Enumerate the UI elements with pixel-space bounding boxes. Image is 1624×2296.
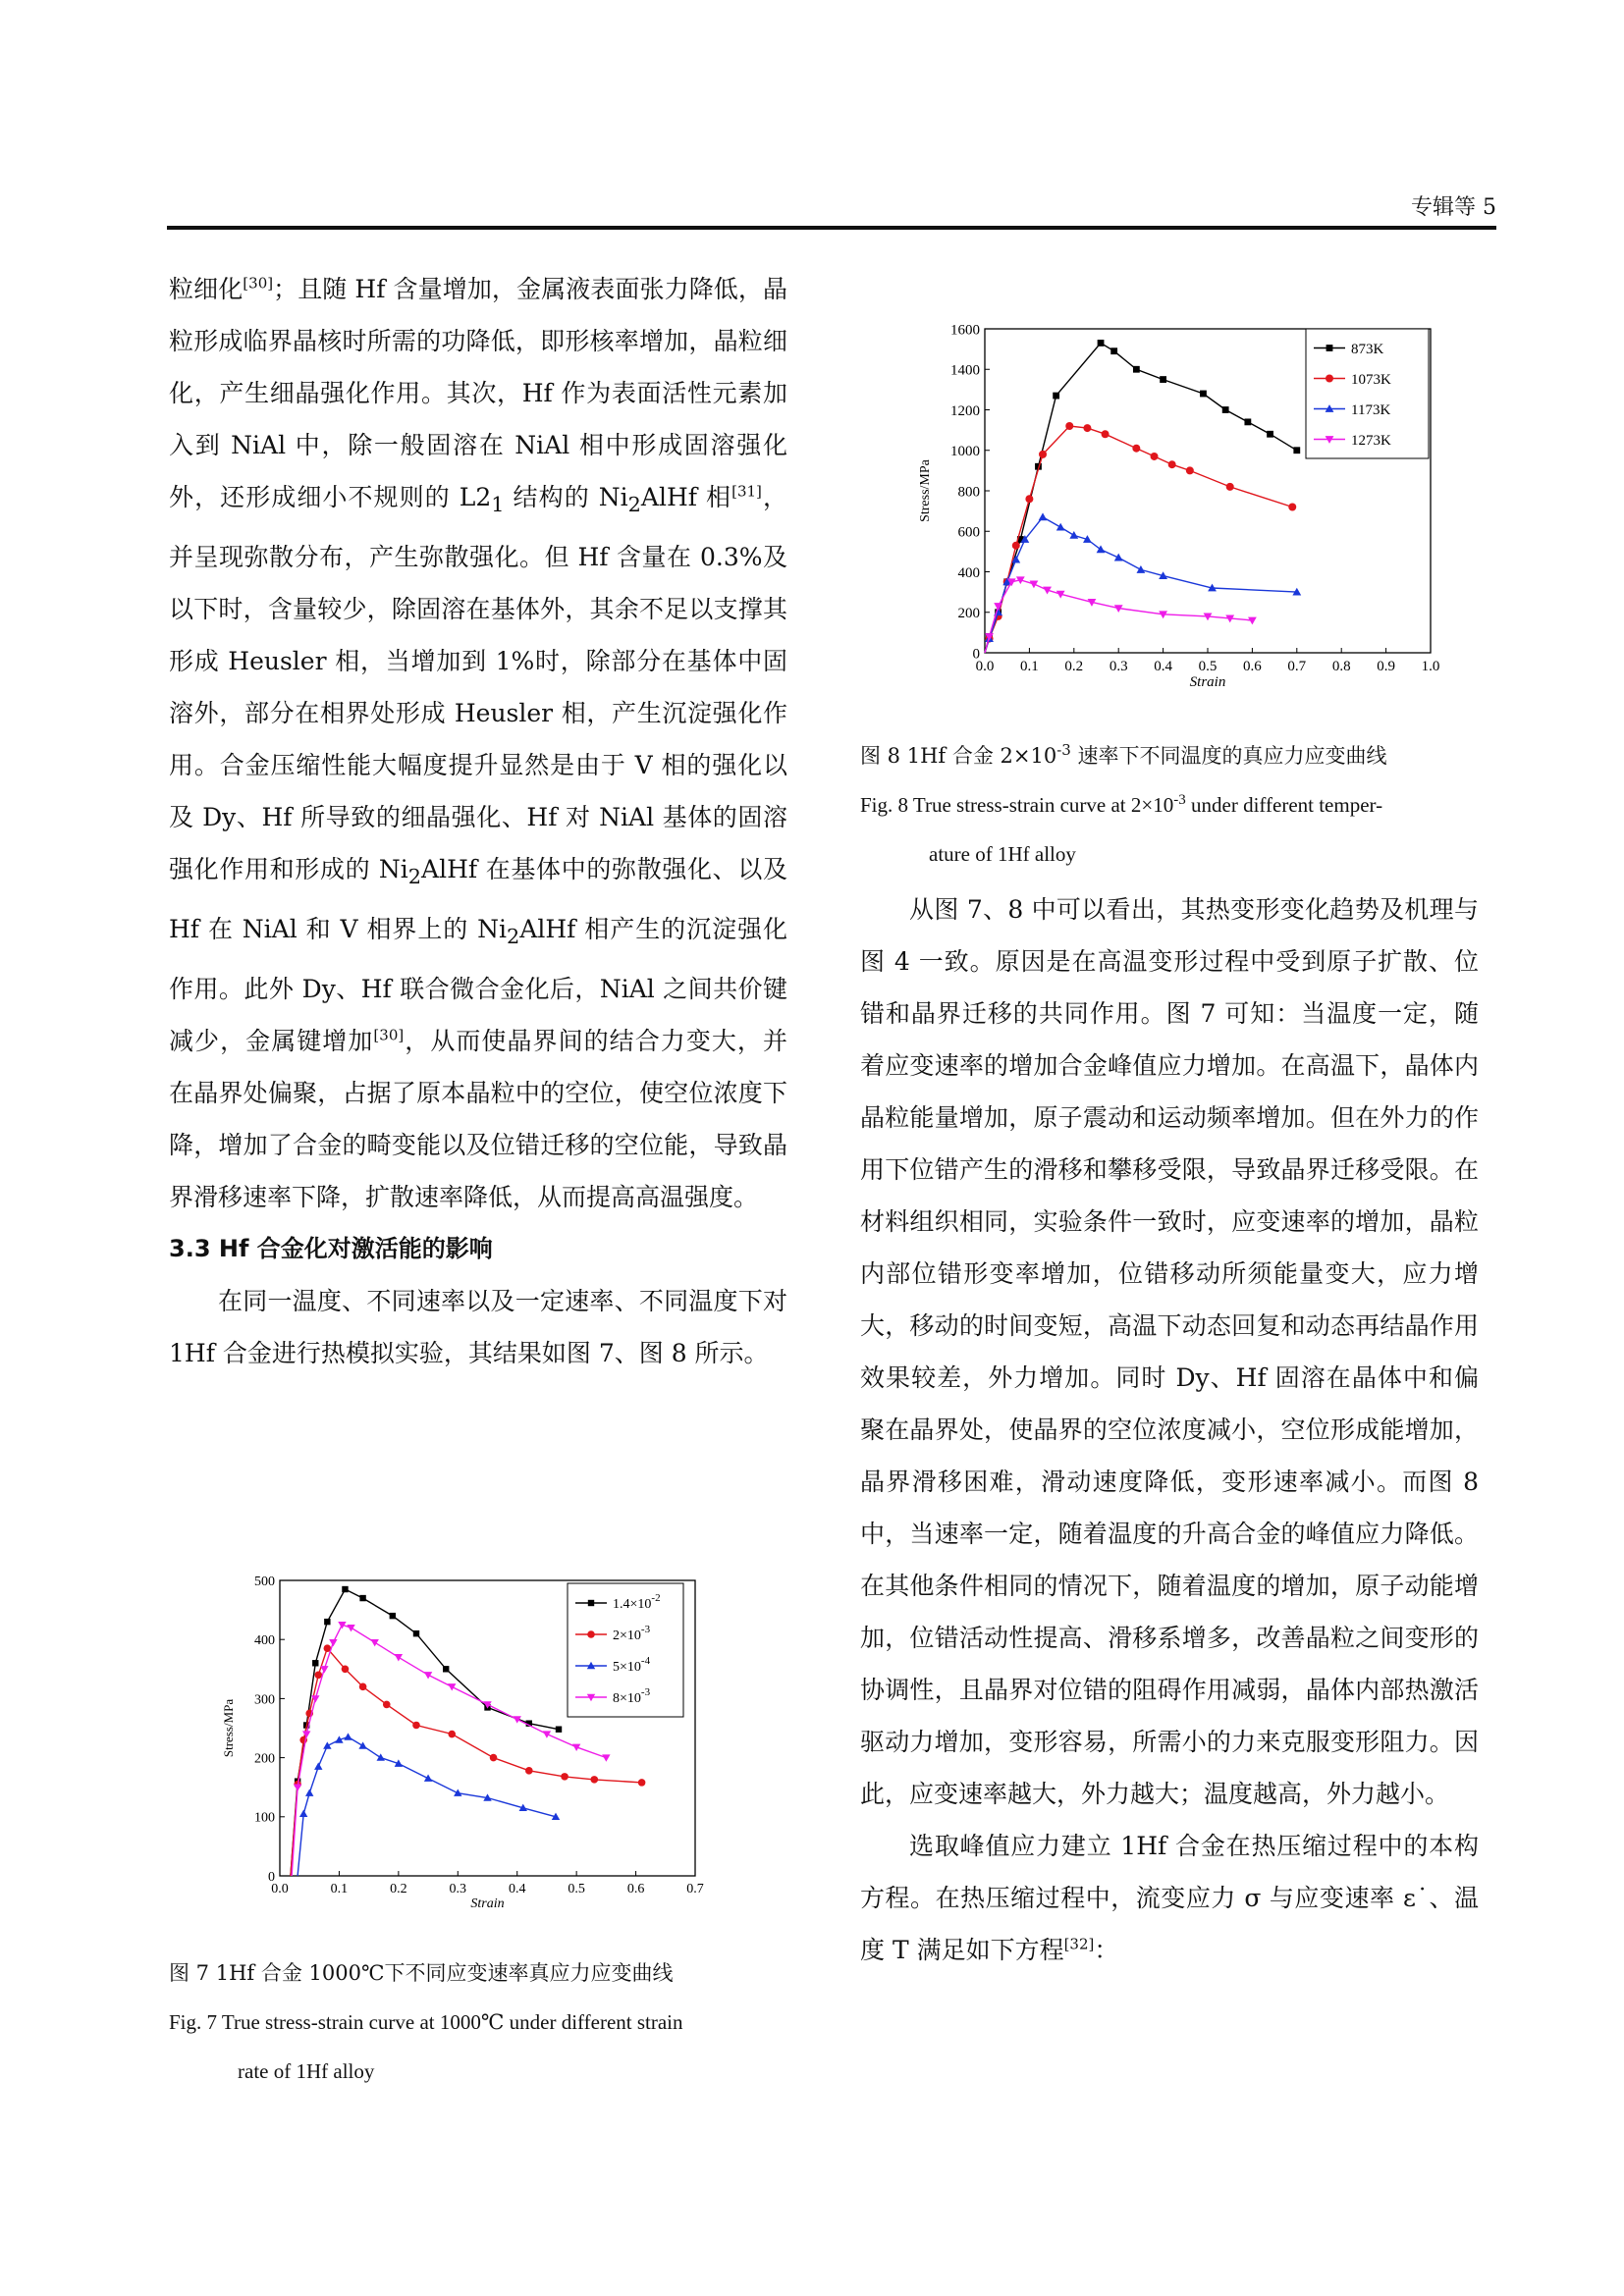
fig8-y-axis-label: Stress/MPa (918, 459, 933, 522)
text: 速率下不同温度的真应力应变曲线 (1070, 744, 1387, 768)
fig8-x-tick-label: 0.8 (1331, 659, 1351, 674)
fig8-y-tick-label: 1600 (950, 322, 980, 339)
subscript: 1 (491, 493, 505, 516)
text: ，并呈现弥散分布，产生弥散强化。但 Hf 含量在 0.3%及以下时，含量较少，除固溶在基体外，其余不足以支撑其形成 Heusler 相，当增加到 1%时，除部分在基体中固溶外，部分在相界处形成 Heusler 相，产生沉淀强化作用。合金压缩性能大幅度提升显然是由于 V 相的强化以及 Dy、Hf 所导致的细晶强化、Hf 对 NiAl 基体的固溶强化作用和形成的 Ni (169, 483, 787, 883)
fig7-data-point (305, 1789, 313, 1796)
fig7-y-tick-label: 100 (254, 1810, 275, 1826)
fig7-data-point (324, 1619, 330, 1625)
fig7-series-2 (298, 1733, 560, 1876)
fig8-y-tick-label: 400 (957, 564, 980, 581)
fig7-data-point (448, 1683, 456, 1690)
fig8-data-point (1025, 495, 1033, 503)
fig8-legend-marker (1326, 375, 1333, 383)
text: Fig. 8 True stress-strain curve at 2×10 (860, 793, 1174, 817)
text: AlHf 在基体中的弥散强化、以及 Hf 在 NiAl 和 V 相界上的 Ni (169, 855, 787, 943)
fig7-y-tick-label: 200 (254, 1751, 275, 1767)
fig7-data-point (525, 1767, 533, 1775)
section-heading: 3.3 Hf 合金化对激活能的影响 (169, 1235, 493, 1262)
fig7-data-point (424, 1672, 432, 1679)
fig7-data-point (543, 1731, 551, 1737)
fig8-series-line (985, 517, 1297, 653)
text: 选取峰值应力建立 1Hf 合金在热压缩过程中的本构方程。在热压缩过程中，流变应力 σ 与应变速率 ε˙、温度 T 满足如下方程 (860, 1832, 1479, 1964)
fig7-data-point (413, 1630, 419, 1636)
fig8-y-tick-label: 1000 (950, 444, 980, 459)
subscript: 2 (627, 493, 641, 516)
superscript: -3 (1056, 741, 1071, 759)
fig7-caption-en: Fig. 7 True stress-strain curve at 1000℃ under different strain (169, 2010, 683, 2034)
fig7-data-point (370, 1639, 378, 1646)
fig7-x-tick-label: 0.4 (508, 1882, 526, 1896)
fig8-data-point (1248, 617, 1257, 625)
fig7-x-tick-label: 0.6 (626, 1882, 645, 1896)
citation: [31] (731, 482, 762, 501)
fig7-data-point (344, 1733, 352, 1739)
fig7-legend-marker (587, 1630, 595, 1638)
fig7-data-point (294, 1785, 301, 1791)
fig7-data-point (314, 1762, 322, 1769)
fig7-y-tick-label: 400 (254, 1633, 275, 1649)
fig7-data-point (358, 1741, 366, 1748)
text: 图 8 1Hf 合金 2×10 (860, 744, 1057, 768)
fig7-series-line (298, 1737, 556, 1877)
fig8-data-point (1097, 545, 1106, 553)
fig7-data-point (342, 1586, 348, 1592)
figure-8-caption (860, 731, 1489, 879)
fig7-data-point (323, 1741, 331, 1748)
text: under different temper- (1185, 793, 1383, 817)
fig8-y-tick-label: 800 (957, 484, 980, 501)
right-column (860, 883, 1479, 1976)
subscript: 2 (507, 925, 520, 948)
fig7-legend-label: $5\times 10^{-4}$ (613, 1654, 651, 1675)
fig7-data-point (359, 1595, 365, 1601)
paragraph-1 (169, 263, 787, 1223)
fig7-x-tick-label: 0.1 (330, 1882, 349, 1896)
paragraph-4 (860, 1820, 1479, 1976)
fig7-data-point (443, 1666, 449, 1672)
text: AlHf 相产生的沉淀强化作用。此外 Dy、Hf 联合微合金化后，NiAl 之间共价键减少，金属键增加 (169, 915, 787, 1055)
fig7-data-point (590, 1776, 598, 1784)
fig8-data-point (1160, 376, 1166, 383)
fig8-x-tick-label: 0.6 (1243, 659, 1262, 674)
fig8-data-point (1133, 366, 1140, 373)
fig8-data-point (1186, 466, 1194, 474)
fig7-data-point (299, 1810, 307, 1817)
fig8-data-point (1168, 460, 1176, 468)
fig7-legend-label: $8\times 10^{-3}$ (613, 1685, 651, 1706)
fig7-y-tick-label: 500 (254, 1574, 275, 1589)
fig7-caption-zh: 图 7 1Hf 合金 1000℃下不同应变速率真应力应变曲线 (169, 1961, 674, 1985)
citation: [30] (243, 274, 274, 293)
text: 粒细化 (169, 275, 244, 303)
fig8-data-point (1056, 523, 1065, 531)
fig8-legend-marker (1326, 345, 1333, 351)
fig7-data-point (320, 1666, 328, 1673)
header-rule (167, 226, 1496, 230)
fig7-x-tick-label: 0.2 (390, 1882, 407, 1896)
fig7-series-line (291, 1589, 559, 1876)
text: ，从而使晶界间的结合力变大，并在晶界处偏聚，占据了原本晶粒中的空位，使空位浓度下降，增加了合金的畸变能以及位错迁移的空位能，导致晶界滑移速率下降，扩散速率降低，从而提高高温强度。 (169, 1027, 787, 1211)
fig8-x-tick-label: 0.0 (975, 659, 995, 674)
fig7-legend-exponent: -4 (640, 1654, 651, 1667)
paragraph-3: 从图 7、8 中可以看出，其热变形变化趋势及机理与图 4 一致。原因是在高温变形过程中受到原子扩散、位错和晶界迁移的共同作用。图 7 可知：当温度一定，随着应变速率的增加合金峰值应力增加。在高温下，晶体内晶粒能量增加，原子震动和运动频率增加。但在外力的作用下位错产生的滑移和攀移受限，导致晶界迁移受限。在材料组织相同，实验条件一致时，应变速率的增加，晶粒内部位错形变率增加，位错移动所须能量变大，应力增大，移动的时间变短，高温下动态回复和动态再结晶作用效果较差，外力增加。同时 Dy、Hf 固溶在晶体中和偏聚在晶界处，使晶界的空位浓度减小，空位形成能增加，晶界滑移困难，滑动速度降低，变形速率减小。而图 8 中，当速率一定，随着温度的升高合金的峰值应力降低。在其他条件相同的情况下，随着温度的增加，原子动能增加，位错活动性提高、滑移系增多，改善晶粒之间变形的协调性，且晶界对位错的阻碍作用减弱，晶体内部热激活驱动力增加，变形容易，所需小的力来克服变形阻力。因此，应变速率越大，外力越大；温度越高，外力越小。 (860, 895, 1479, 1808)
fig7-data-point (448, 1731, 456, 1738)
paragraph-2: 在同一温度、不同速率以及一定速率、不同温度下对 1Hf 合金进行热模拟实验，其结果如图 7、图 8 所示。 (169, 1287, 787, 1367)
fig7-caption-en-cont: rate of 1Hf alloy (238, 2059, 375, 2083)
fig7-data-point (412, 1722, 420, 1730)
fig7-data-point (359, 1683, 367, 1691)
text: ： (1094, 1936, 1119, 1964)
citation: [30] (373, 1026, 405, 1044)
fig7-data-point (561, 1773, 568, 1781)
fig8-data-point (1039, 451, 1047, 458)
fig8-series-line (985, 426, 1292, 653)
fig8-y-tick-label: 200 (957, 606, 980, 621)
fig7-data-point (424, 1774, 432, 1781)
fig7-data-point (390, 1613, 396, 1619)
fig7-data-point (383, 1701, 391, 1709)
fig8-legend-label: 873K (1351, 341, 1384, 357)
citation: [32] (1063, 1935, 1095, 1953)
fig7-y-tick-label: 0 (268, 1869, 275, 1885)
fig8-data-point (1200, 391, 1207, 398)
fig8-y-tick-label: 600 (957, 524, 980, 541)
fig7-data-point (347, 1625, 354, 1631)
fig8-y-tick-label: 1400 (950, 362, 980, 379)
fig8-data-point (1030, 580, 1039, 588)
fig7-data-point (602, 1754, 610, 1761)
fig8-caption-en-cont: ature of 1Hf alloy (929, 842, 1076, 866)
fig8-data-point (1053, 393, 1059, 400)
fig7-data-point (556, 1727, 562, 1733)
fig8-data-point (1151, 453, 1159, 460)
figure-7-chart (206, 1566, 717, 1919)
fig7-data-point (377, 1753, 385, 1760)
fig8-data-point (1083, 424, 1091, 432)
fig8-data-point (1222, 406, 1229, 413)
fig7-x-tick-label: 0.3 (449, 1882, 467, 1896)
figure-8-chart (889, 309, 1458, 712)
fig8-legend-label: 1073K (1351, 371, 1391, 388)
fig8-x-tick-label: 0.1 (1020, 659, 1039, 674)
fig7-legend-label: $2\times 10^{-3}$ (613, 1623, 651, 1643)
page-header (167, 190, 1496, 230)
fig7-x-tick-label: 0.5 (568, 1882, 585, 1896)
fig7-series-0 (291, 1586, 562, 1876)
fig7-data-point (312, 1660, 318, 1666)
fig8-data-point (1226, 483, 1234, 491)
fig8-x-tick-label: 0.9 (1377, 659, 1395, 674)
fig8-data-point (1098, 340, 1105, 347)
fig8-x-tick-label: 1.0 (1421, 659, 1440, 674)
text: ；且随 Hf 含量增加，金属液表面张力降低，晶粒形成临界晶核时所需的功降低，即形核率增加，晶粒细化，产生细晶强化作用。其次，Hf 作为表面活性元素加入到 NiAl 中，除一般固溶在 NiAl 相中形成固溶强化外，还形成细小不规则的 L2 (169, 275, 787, 511)
fig8-x-tick-label: 0.3 (1109, 659, 1128, 674)
fig8-data-point (1137, 565, 1146, 573)
fig7-data-point (314, 1672, 322, 1680)
fig8-data-point (1069, 531, 1078, 539)
fig8-y-tick-label: 1200 (950, 402, 980, 419)
fig8-caption-zh (860, 731, 1489, 780)
fig7-data-point (395, 1654, 403, 1661)
fig8-data-point (1267, 431, 1273, 438)
fig8-data-point (1012, 542, 1020, 550)
fig7-legend-exponent: -3 (640, 1623, 651, 1635)
fig7-legend-label: $1.4\times 10^{-2}$ (613, 1591, 661, 1612)
fig7-legend-marker (588, 1600, 594, 1606)
fig7-series-3 (292, 1622, 610, 1876)
fig8-data-point (1132, 445, 1140, 453)
fig8-y-tick-label: 0 (972, 646, 980, 663)
fig7-x-tick-label: 0.0 (271, 1882, 289, 1896)
fig7-y-tick-label: 300 (254, 1692, 275, 1708)
fig7-x-axis-label: Strain (470, 1896, 505, 1911)
fig8-legend-label: 1273K (1351, 432, 1391, 449)
fig8-data-point (1065, 422, 1073, 430)
fig8-x-tick-label: 0.5 (1198, 659, 1218, 674)
fig7-x-tick-label: 0.7 (686, 1882, 704, 1896)
fig8-x-tick-label: 0.4 (1154, 659, 1172, 674)
figure-7-caption (169, 1949, 797, 2096)
fig8-data-point (1288, 504, 1296, 511)
fig8-x-tick-label: 0.7 (1287, 659, 1307, 674)
fig8-x-axis-label: Strain (1189, 674, 1226, 690)
fig7-legend-exponent: -3 (640, 1685, 651, 1698)
fig8-data-point (1110, 347, 1117, 354)
fig7-data-point (638, 1779, 646, 1787)
fig7-data-point (454, 1789, 461, 1796)
fig8-data-point (1102, 430, 1110, 438)
fig7-legend-exponent: -2 (651, 1591, 661, 1604)
fig8-legend-label: 1173K (1351, 401, 1391, 418)
superscript: -3 (1173, 792, 1186, 808)
fig7-data-point (490, 1754, 498, 1762)
left-column (169, 263, 787, 1379)
fig8-data-point (1039, 512, 1048, 520)
fig7-data-point (329, 1639, 337, 1646)
fig7-y-axis-label: Stress/MPa (221, 1698, 236, 1758)
fig8-data-point (1293, 447, 1300, 454)
fig8-data-point (1114, 554, 1123, 561)
fig8-x-tick-label: 0.2 (1064, 659, 1084, 674)
fig8-data-point (1244, 418, 1251, 425)
subscript: 2 (407, 865, 422, 888)
fig8-caption-en (860, 780, 1489, 829)
text: 结构的 Ni (504, 483, 628, 511)
text: AlHf 相 (640, 483, 732, 511)
page-label: 专辑等 5 (1411, 195, 1496, 220)
fig7-data-point (342, 1666, 350, 1674)
